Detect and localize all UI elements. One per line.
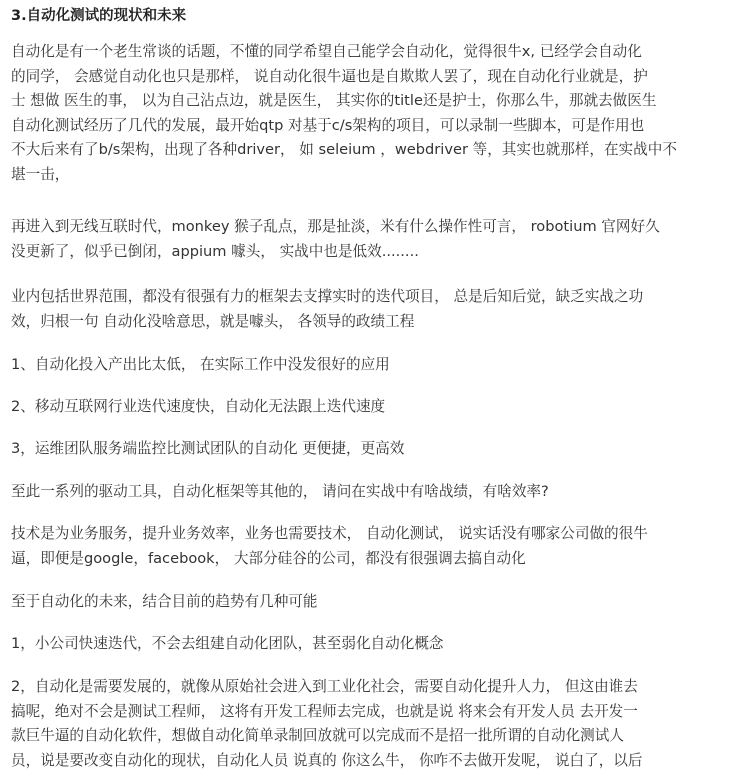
paragraph-intro [11, 40, 677, 188]
paragraph-future [11, 590, 317, 615]
list-item-2 [11, 395, 385, 420]
text-line: 3，运维团队服务端监控比测试团队的自动化 更便捷，更高效 [11, 440, 405, 457]
text-line: 自动化是有一个老生常谈的话题，不懂的同学希望自己能学会自动化，觉得很牛x, 已经学会自动化 [11, 43, 642, 60]
text-line: 再进入到无线互联时代，monkey 猴子乱点，那是扯淡，米有什么操作性可言， robotium 官网好久 [11, 218, 660, 235]
text-line: 2、移动互联网行业迭代速度快，自动化无法跟上迭代速度 [11, 398, 386, 415]
text-line: 至于自动化的未来，结合目前的趋势有几种可能 [11, 593, 318, 610]
text-line: 1，小公司快速迭代，不会去组建自动化团队，甚至弱化自动化概念 [11, 635, 444, 652]
text-line: 的同学， 会感觉自动化也只是那样， 说自动化很牛逼也是自欺欺人罢了，现在自动化行业就是，护 [11, 67, 648, 85]
text-line: 款巨牛逼的自动化软件，想做自动化简单录制回放就可以完成而不是招一批所谓的自动化测试人 [11, 727, 624, 745]
section-heading: 3.自动化测试的现状和未来 [11, 8, 187, 24]
text-line: 员，说是要改变自动化的现状，自动化人员 说真的 你这么牛， 你咋不去做开发呢， 说白了，以后 [11, 751, 643, 769]
text-line: 堪一击， [11, 165, 70, 183]
text-line: 技术是为业务服务，提升业务效率，业务也需要技术， 自动化测试， 说实话没有哪家公司做的很牛 [11, 525, 648, 542]
paragraph-industry [11, 285, 643, 334]
text-line: 业内包括世界范围，都没有很强有力的框架去支撑实时的迭代项目， 总是后知后觉，缺乏实战之功 [11, 288, 644, 305]
future-item-1 [11, 632, 444, 657]
text-line: 逼，即便是google，facebook， 大部分硅谷的公司，都没有很强调去搞自动化 [11, 549, 526, 567]
paragraph-question [11, 480, 549, 505]
text-line: 没更新了，似乎已倒闭，appium 噱头， 实战中也是低效........ [11, 242, 419, 260]
text-line: 自动化测试经历了几代的发展，最开始qtp 对基于c/s架构的项目，可以录制一些脚本，可是作用也 [11, 116, 645, 134]
paragraph-business [11, 522, 648, 571]
text-line: 至此一系列的驱动工具，自动化框架等其他的， 请问在实战中有啥战绩，有啥效率? [11, 483, 549, 500]
text-line: 士 想做 医生的事， 以为自己沾点边，就是医生， 其实你的title还是护士，你那么牛，那就去做医生 [11, 92, 657, 110]
list-item-1 [11, 353, 390, 378]
text-line: 1、自动化投入产出比太低， 在实际工作中没发很好的应用 [11, 356, 390, 373]
paragraph-mobile-era [11, 215, 660, 264]
text-line: 效，归根一句 自动化没啥意思，就是噱头， 各领导的政绩工程 [11, 312, 415, 330]
future-item-2 [11, 675, 643, 773]
text-line: 搞呢，绝对不会是测试工程师， 这将有开发工程师去完成，也就是说 将来会有开发人员 去开发一 [11, 702, 638, 720]
text-line: 2，自动化是需要发展的，就像从原始社会进入到工业化社会，需要自动化提升人力， 但这由谁去 [11, 678, 638, 695]
text-line: 不大后来有了b/s架构，出现了各种driver， 如 seleium ，webdriver 等，其实也就那样，在实战中不 [11, 141, 677, 159]
list-item-3 [11, 437, 404, 462]
